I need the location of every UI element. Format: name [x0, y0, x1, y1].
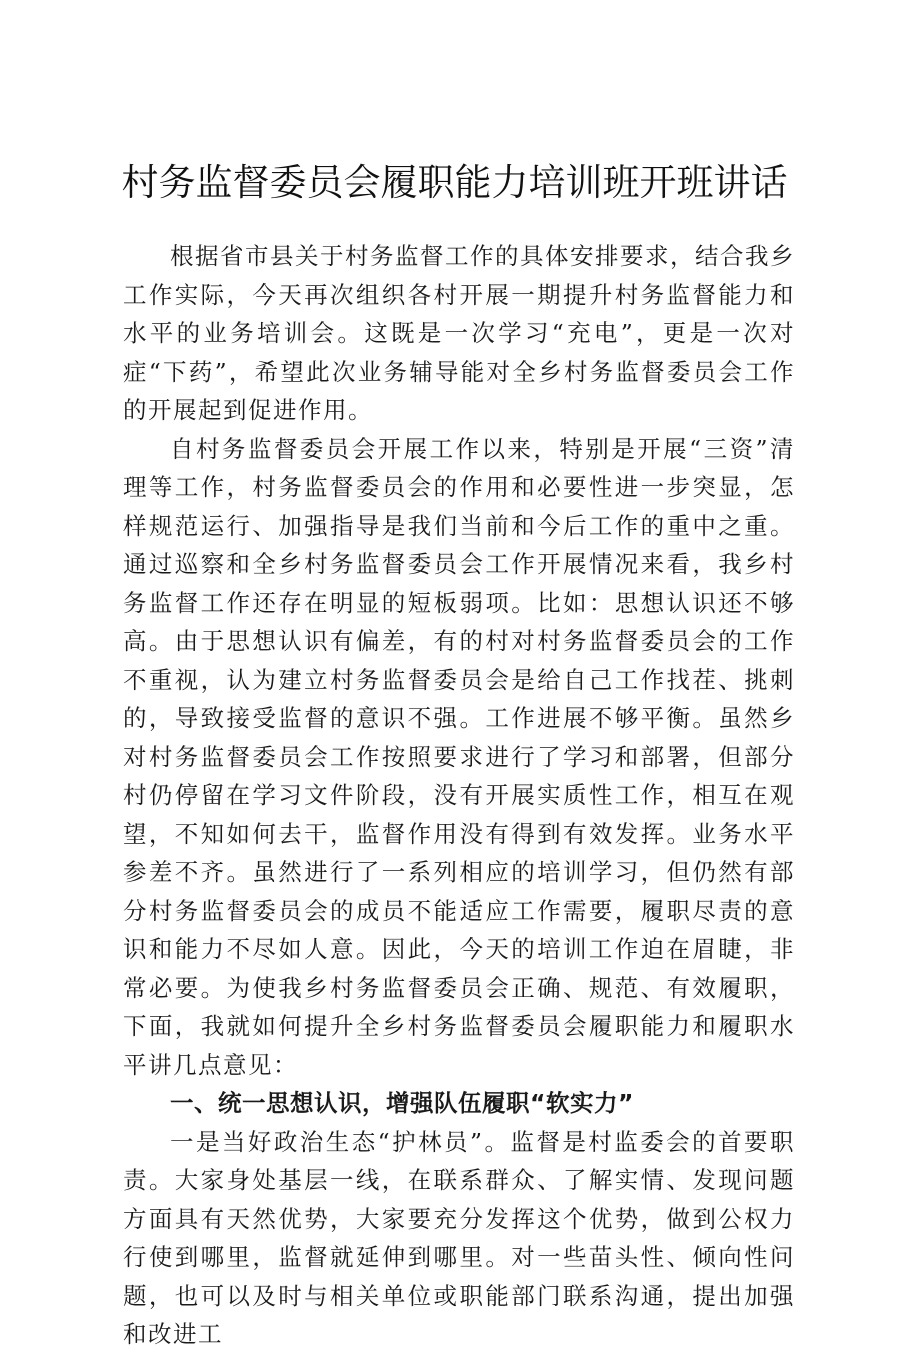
paragraph-point-1: 一是当好政治生态“护林员”。监督是村监委会的首要职责。大家身处基层一线，在联系群众、了解实情、发现问题方面具有天然优势，大家要充分发挥这个优势，做到公权力行使到哪里，监督就延伸到哪里。对一些苗头性、倾向性问题，也可以及时与相关单位或职能部门联系沟通，提出加强和改进工 — [123, 1127, 795, 1348]
paragraph-intro: 根据省市县关于村务监督工作的具体安排要求，结合我乡工作实际，今天再次组织各村开展一期提升村务监督能力和水平的业务培训会。这既是一次学习“充电”，更是一次对症“下药”，希望此次业务辅导能对全乡村务监督委员会工作的开展起到促进作用。 — [123, 242, 795, 424]
document-body — [123, 237, 795, 1354]
paragraph-situation: 自村务监督委员会开展工作以来，特别是开展“三资”清理等工作，村务监督委员会的作用和必要性进一步突显，怎样规范运行、加强指导是我们当前和今后工作的重中之重。通过巡察和全乡村务监督委员会工作开展情况来看，我乡村务监督工作还存在明显的短板弱项。比如：思想认识还不够高。由于思想认识有偏差，有的村对村务监督委员会的工作不重视，认为建立村务监督委员会是给自己工作找茬、挑刺的，导致接受监督的意识不强。工作进展不够平衡。虽然乡对村务监督委员会工作按照要求进行了学习和部署，但部分村仍停留在学习文件阶段，没有开展实质性工作，相互在观望，不知如何去干，监督作用没有得到有效发挥。业务水平参差不齐。虽然进行了一系列相应的培训学习，但仍然有部分村务监督委员会的成员不能适应工作需要，履职尽责的意识和能力不尽如人意。因此，今天的培训工作迫在眉睫，非常必要。为使我乡村务监督委员会正确、规范、有效履职，下面，我就如何提升全乡村务监督委员会履职能力和履职水平讲几点意见： — [123, 434, 795, 1079]
document-title: 村务监督委员会履职能力培训班开班讲话 — [121, 161, 788, 204]
section-heading-1: 一、统一思想认识，增强队伍履职“软实力” — [170, 1089, 634, 1117]
